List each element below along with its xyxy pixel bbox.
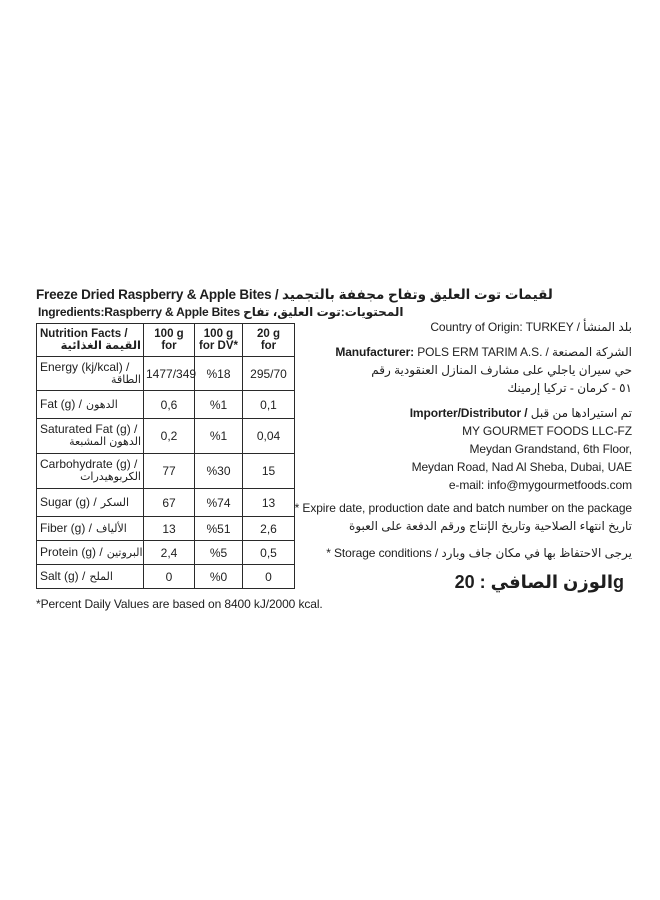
per20-header — [243, 324, 295, 357]
per100-value: 0,6 — [144, 391, 195, 419]
per100-value: 1477/349 — [144, 357, 195, 391]
nutrient-name-ar: الدهون المشبعة — [69, 436, 141, 448]
importer-name: MY GOURMET FOODS LLC-FZ — [462, 424, 632, 438]
dv-value: %51 — [195, 517, 243, 541]
nutrition-facts-header — [37, 324, 144, 357]
manufacturer-line-1 — [335, 345, 632, 359]
nutrient-name-ar: الكربوهيدرات — [80, 471, 141, 483]
dv-value: %74 — [195, 489, 243, 517]
per20-value: 2,6 — [243, 517, 295, 541]
daily-value-footnote: *Percent Daily Values are based on 8400 kJ/2000 kcal. — [36, 597, 323, 611]
per100-value: 67 — [144, 489, 195, 517]
dv-value: %1 — [195, 391, 243, 419]
dv-header-line2: for DV* — [199, 340, 238, 352]
per100-value: 77 — [144, 454, 195, 489]
importer-address-line-2: Meydan Road, Nad Al Sheba, Dubai, UAE — [411, 460, 632, 474]
per20-value: 0,04 — [243, 419, 295, 454]
per20-value: 13 — [243, 489, 295, 517]
nutrient-label — [37, 565, 144, 589]
importer-address-line-1: Meydan Grandstand, 6th Floor, — [469, 442, 632, 456]
expiry-note-ar: تاريخ انتهاء الصلاحية وتاريخ الإنتاج ورقم الدفعة على العبوة — [349, 519, 632, 533]
per100-value: 0,2 — [144, 419, 195, 454]
manufacturer-name: POLS ERM TARIM A.S. / الشركة المصنعة — [417, 345, 632, 359]
nutrition-row-salt — [37, 565, 295, 589]
per20-value: 0 — [243, 565, 295, 589]
per20-value: 295/70 — [243, 357, 295, 391]
dv-header — [195, 324, 243, 357]
per20-value: 0,5 — [243, 541, 295, 565]
manufacturer-address-line-1: حي سيران ياجلي على مشارف المنازل العنقودية رقم — [371, 363, 632, 377]
nutrient-label — [37, 454, 144, 489]
importer-email: e-mail: info@mygourmetfoods.com — [448, 478, 632, 492]
nutrition-row-energy — [37, 357, 295, 391]
nutrition-header-row — [37, 324, 295, 357]
per100-header-line2: for — [161, 340, 177, 352]
per100-value: 2,4 — [144, 541, 195, 565]
nutrition-facts-header-ar: القيمة الغذائية — [60, 340, 141, 352]
nutrient-name-ar: الألياف — [96, 522, 127, 535]
storage-conditions: * Storage conditions / يرجى الاحتفاظ بها في مكان جاف وبارد — [326, 546, 632, 560]
importer-label: Importer/Distributor / — [409, 406, 528, 420]
nutrition-row-fiber — [37, 517, 295, 541]
nutrient-name-en: Fiber (g) / — [40, 520, 93, 535]
nutrient-label — [37, 391, 144, 419]
dv-value: %18 — [195, 357, 243, 391]
per20-header-line2: for — [260, 340, 277, 352]
nutrition-row-protein — [37, 541, 295, 565]
nutrient-name-ar: الملح — [89, 570, 113, 583]
nutrient-name-en: Protein (g) / — [40, 544, 103, 559]
ingredients: Ingredients:Raspberry & Apple Bites المحتويات:توت العليق، تفاح — [38, 305, 404, 319]
nutrient-name-en: Sugar (g) / — [40, 494, 97, 509]
nutrition-facts-header-en: Nutrition Facts / — [40, 328, 128, 340]
dv-header-line1: 100 g — [203, 328, 234, 340]
nutrient-label — [37, 489, 144, 517]
per100-value: 0 — [144, 565, 195, 589]
per100-value: 13 — [144, 517, 195, 541]
nutrient-label — [37, 517, 144, 541]
per100-header — [144, 324, 195, 357]
per20-value: 15 — [243, 454, 295, 489]
nutrition-row-sugar — [37, 489, 295, 517]
nutrient-label — [37, 357, 144, 391]
nutrient-name-en: Salt (g) / — [40, 568, 86, 583]
nutrient-label — [37, 541, 144, 565]
nutrient-label — [37, 419, 144, 454]
nutrition-row-saturated-fat — [37, 419, 295, 454]
country-of-origin: Country of Origin: TURKEY / بلد المنشأ — [430, 320, 632, 334]
dv-value: %1 — [195, 419, 243, 454]
dv-value: %0 — [195, 565, 243, 589]
importer-label-ar: تم استيرادها من قبل — [530, 406, 632, 420]
nutrition-row-fat — [37, 391, 295, 419]
per100-header-line1: 100 g — [154, 328, 184, 340]
nutrient-name-ar: البروتين — [106, 546, 143, 559]
nutrient-name-en: Carbohydrate (g) / — [40, 457, 138, 471]
expiry-note-en: * Expire date, production date and batch number on the package — [294, 501, 632, 515]
nutrient-name-ar: الطاقة — [111, 373, 141, 386]
manufacturer-address-line-2: ٥١ - كرمان - تركيا إرمينك — [507, 381, 632, 395]
manufacturer-label: Manufacturer: — [335, 345, 415, 359]
nutrient-name-ar: الدهون — [86, 398, 118, 411]
importer-heading — [410, 406, 632, 420]
nutrient-name-ar: السكر — [100, 496, 130, 509]
nutrient-name-en: Energy (kj/kcal) / — [40, 359, 130, 374]
per20-value: 0,1 — [243, 391, 295, 419]
net-weight: الوزن الصافي : 20g — [454, 572, 624, 592]
nutrition-row-carbohydrate — [37, 454, 295, 489]
dv-value: %30 — [195, 454, 243, 489]
nutrient-name-en: Saturated Fat (g) / — [40, 422, 138, 436]
nutrition-table — [36, 323, 295, 589]
dv-value: %5 — [195, 541, 243, 565]
product-title: Freeze Dried Raspberry & Apple Bites / لقيمات توت العليق وتفاح مجففة بالتجميد — [36, 287, 553, 302]
nutrient-name-en: Fat (g) / — [40, 396, 83, 411]
per20-header-line1: 20 g — [256, 328, 280, 340]
